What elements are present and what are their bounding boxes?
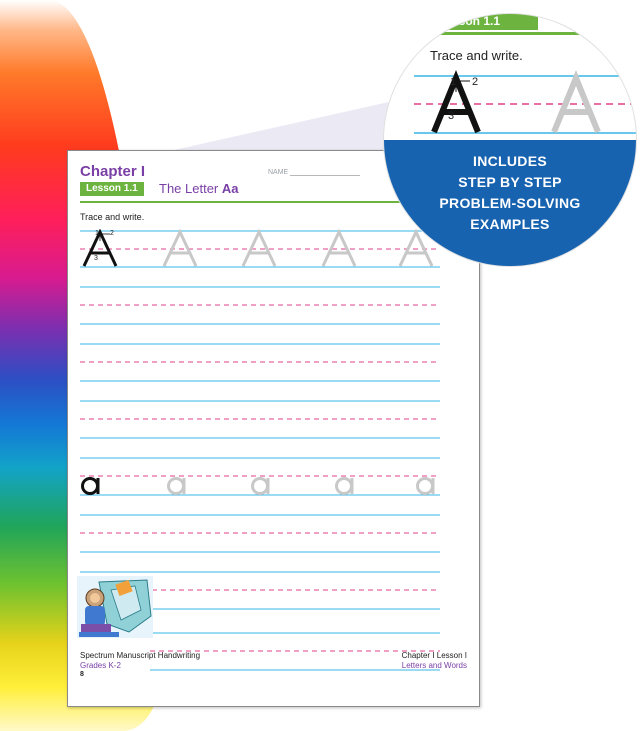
chapter-heading: Chapter I xyxy=(80,163,146,180)
callout-line-2: STEP BY STEP xyxy=(458,174,562,190)
footer-chapter-lesson: Chapter I Lesson I xyxy=(401,651,467,660)
callout-lesson-badge: Lesson 1.1 xyxy=(432,14,538,30)
stroke-number-2: 2 xyxy=(110,230,114,237)
stroke-number-3: 3 xyxy=(94,255,98,262)
model-letter-a xyxy=(83,478,99,494)
practice-lines-3 xyxy=(150,629,442,701)
callout-stroke-1: 1 xyxy=(450,76,457,88)
callout-stroke-2: 2 xyxy=(472,76,479,88)
eskimo-map-illustration xyxy=(77,576,153,638)
handwriting-guides xyxy=(80,229,442,619)
footer-grades: Grades K-2 xyxy=(80,661,121,670)
callout-line-3: PROBLEM-SOLVING xyxy=(439,195,581,211)
instruction-text: Trace and write. xyxy=(80,212,145,222)
footer-book-title: Spectrum Manuscript Handwriting xyxy=(80,651,201,660)
callout-trace-letter-A xyxy=(554,78,598,132)
callout-guides xyxy=(384,14,636,144)
magnified-callout xyxy=(384,14,636,266)
footer-topic: Letters and Words xyxy=(401,661,467,670)
practice-lines xyxy=(80,287,440,438)
callout-instruction: Trace and write. xyxy=(430,48,523,63)
name-line xyxy=(290,175,360,176)
callout-line-4: EXAMPLES xyxy=(470,216,550,232)
guide-row-2 xyxy=(80,458,440,495)
trace-letter-a xyxy=(169,478,434,494)
lesson-title-letters: Aa xyxy=(221,181,239,196)
stroke-number-1: 1 xyxy=(95,230,99,237)
page-number: 8 xyxy=(80,671,84,678)
lesson-title-prefix: The Letter xyxy=(159,181,222,196)
callout-line-1: INCLUDES xyxy=(473,153,547,169)
callout-banner-text xyxy=(384,151,636,235)
lesson-title xyxy=(159,181,239,196)
name-label: NAME xyxy=(268,169,289,176)
callout-stroke-3: 3 xyxy=(448,110,455,122)
lesson-badge: Lesson 1.1 xyxy=(80,182,144,196)
